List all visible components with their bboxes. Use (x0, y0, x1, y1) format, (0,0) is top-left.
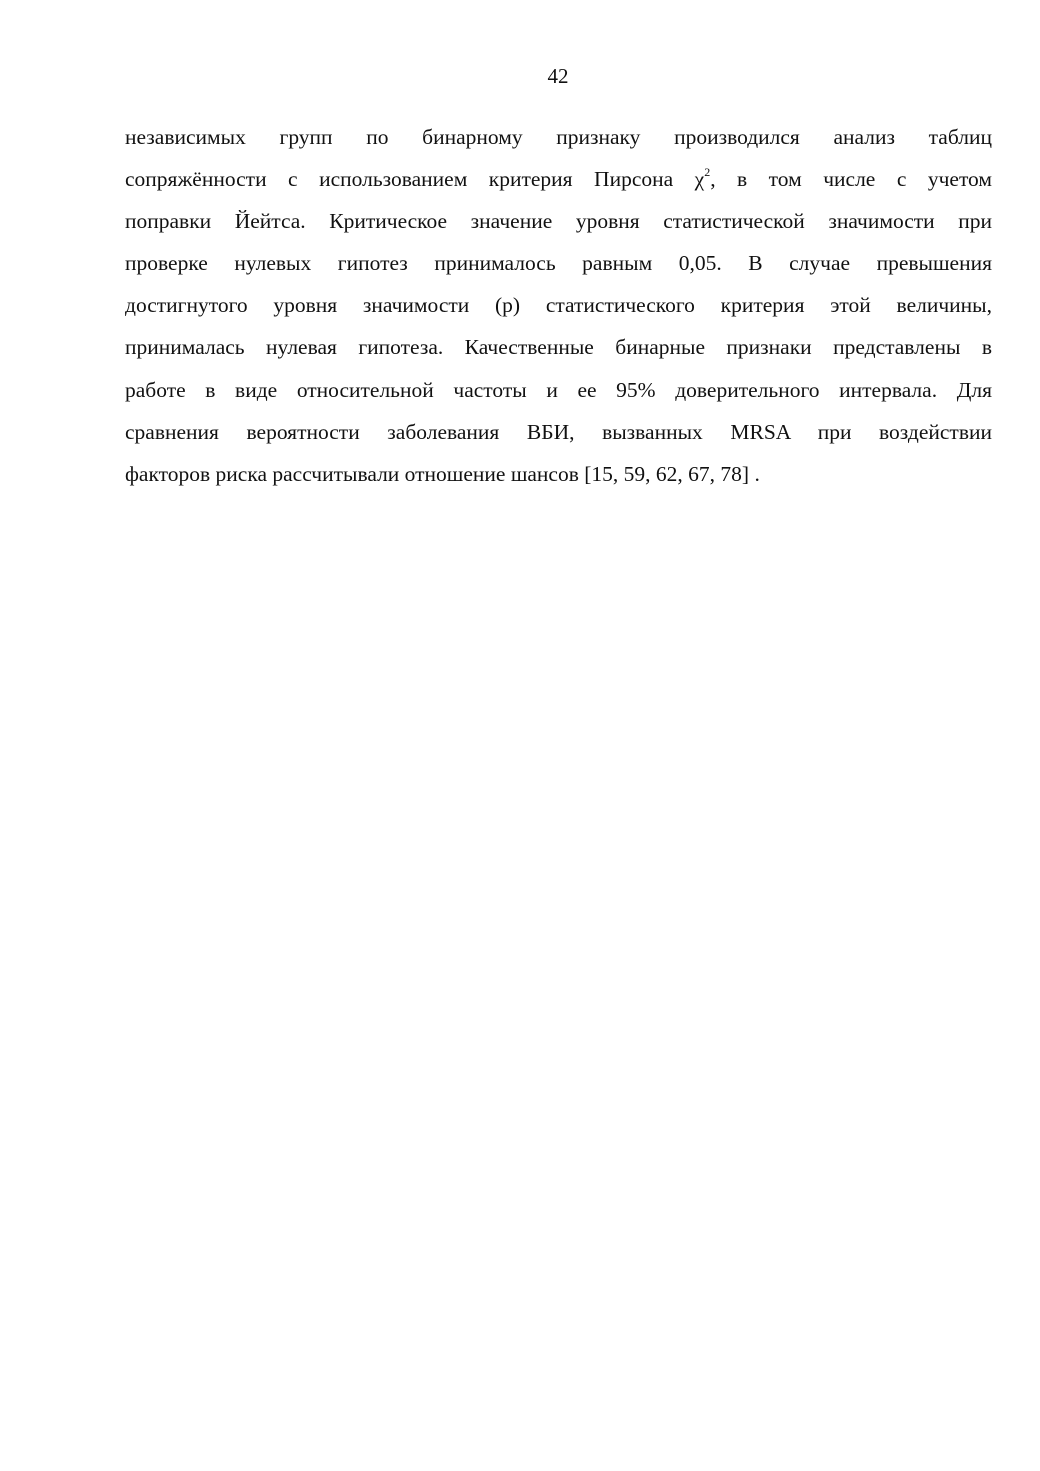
body-paragraph (125, 116, 992, 495)
paragraph-line-2 (125, 158, 992, 200)
paragraph-line-7: работе в виде относительной частоты и ее 95% доверительного интервала. Для (125, 377, 992, 402)
line-2-after-chi: , в том числе с учетом (710, 167, 993, 192)
paragraph-line-4: проверке нулевых гипотез принималось равным 0,05. В случае превышения (125, 251, 992, 276)
chi-superscript: 2 (704, 164, 711, 179)
paragraph-line-6: принималась нулевая гипотеза. Качественные бинарные признаки представлены в (125, 335, 992, 360)
line-2-before-chi: сопряжённости с использованием критерия Пирсона (125, 167, 695, 192)
paragraph-line-5: достигнутого уровня значимости (p) статистического критерия этой величины, (125, 293, 992, 318)
paragraph-line-1: независимых групп по бинарному признаку производился анализ таблиц (125, 125, 992, 149)
page-number: 42 (547, 64, 569, 88)
paragraph-line-9: факторов риска рассчитывали отношение шансов [15, 59, 62, 67, 78] . (125, 461, 760, 486)
chi-symbol: χ (694, 167, 705, 192)
paragraph-line-3: поправки Йейтса. Критическое значение уровня статистической значимости при (125, 209, 992, 234)
paragraph-line-8: сравнения вероятности заболевания ВБИ, вызванных MRSA при воздействии (125, 419, 992, 444)
